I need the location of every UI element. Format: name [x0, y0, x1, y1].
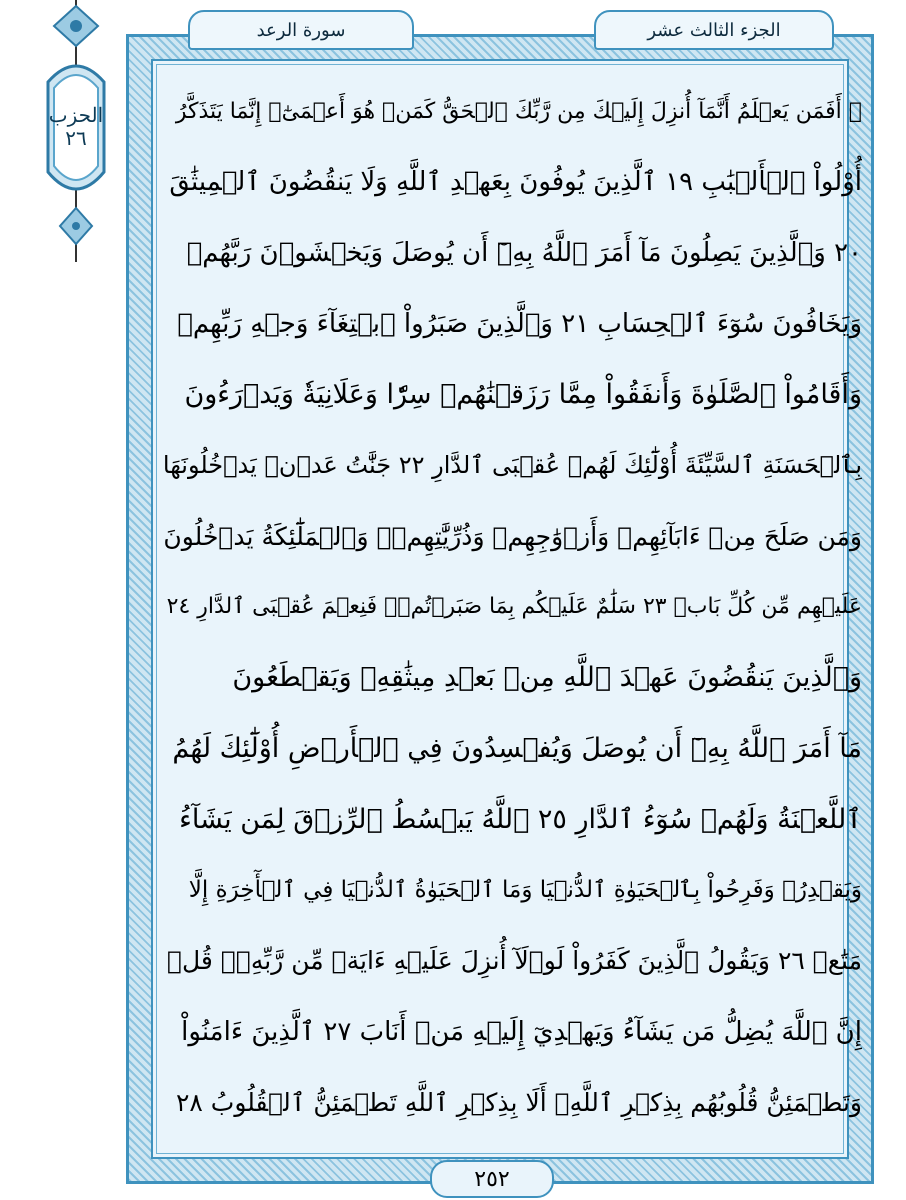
text-line: ۞ أَفَمَن يَعۡلَمُ أَنَّمَآ أُنزِلَ إِلَيۡكَ مِن رَّبِّكَ ٱلۡحَقُّ كَمَنۡ هُوَ أَعۡمَىٰٓۚ إِنَّمَا يَتَذَكَّرُ: [175, 98, 862, 124]
text-line: وَيَخَافُونَ سُوٓءَ ٱلۡحِسَابِ ٢١ وَٱلَّذِينَ صَبَرُواْ ٱبۡتِغَآءَ وَجۡهِ رَبِّهِمۡ: [177, 308, 862, 339]
text-line: مَآ أَمَرَ ٱللَّهُ بِهِۦٓ أَن يُوصَلَ وَيُفۡسِدُونَ فِي ٱلۡأَرۡضِ أُوْلَٰٓئِكَ لَهُمُ: [172, 733, 862, 765]
text-line: وَيَقۡدِرُۚ وَفَرِحُواْ بِٱلۡحَيَوٰةِ ٱلدُّنۡيَا وَمَا ٱلۡحَيَوٰةُ ٱلدُّنۡيَا فِي ٱلۡأٓخِرَةِ إِلَّا: [188, 877, 862, 904]
page-number-text: ٢٥٢: [474, 1166, 510, 1192]
juz-header: [594, 10, 834, 50]
hizb-marker: [44, 86, 108, 168]
hizb-label-text: الحزب: [48, 103, 104, 127]
surah-header: [188, 10, 414, 50]
text-line: أُوْلُواْ ٱلۡأَلۡبَٰبِ ١٩ ٱلَّذِينَ يُوفُونَ بِعَهۡدِ ٱللَّهِ وَلَا يَنقُضُونَ ٱلۡمِيثَٰقَ: [169, 167, 862, 198]
surah-title: سورة الرعد: [256, 19, 346, 41]
text-line: عَلَيۡهِم مِّن كُلِّ بَابٖ ٢٣ سَلَٰمٌ عَلَيۡكُم بِمَا صَبَرۡتُمۡۚ فَنِعۡمَ عُقۡبَى ٱلدَّارِ ٢٤: [166, 594, 862, 620]
text-line: ٱللَّعۡنَةُ وَلَهُمۡ سُوٓءُ ٱلدَّارِ ٢٥ ٱللَّهُ يَبۡسُطُ ٱلرِّزۡقَ لِمَن يَشَآءُ: [179, 803, 862, 835]
text-line: وَٱلَّذِينَ يَنقُضُونَ عَهۡدَ ٱللَّهِ مِنۢ بَعۡدِ مِيثَٰقِهِۦ وَيَقۡطَعُونَ: [232, 662, 862, 694]
page-number: [430, 1160, 554, 1198]
text-line: ٢٠ وَٱلَّذِينَ يَصِلُونَ مَآ أَمَرَ ٱللَّهُ بِهِۦٓ أَن يُوصَلَ وَيَخۡشَوۡنَ رَبَّهُمۡ: [186, 237, 862, 268]
text-line: وَتَطۡمَئِنُّ قُلُوبُهُم بِذِكۡرِ ٱللَّهِۗ أَلَا بِذِكۡرِ ٱللَّهِ تَطۡمَئِنُّ ٱلۡقُلُوبُ ٢٨: [175, 1088, 862, 1118]
text-line: مَتَٰعٞ ٢٦ وَيَقُولُ ٱلَّذِينَ كَفَرُواْ لَوۡلَآ أُنزِلَ عَلَيۡهِ ءَايَةٞ مِّن رَّبِّهِۦۚ قُلۡ: [167, 946, 862, 976]
text-line: إِنَّ ٱللَّهَ يُضِلُّ مَن يَشَآءُ وَيَهۡدِيٓ إِلَيۡهِ مَنۡ أَنَابَ ٢٧ ٱلَّذِينَ ءَامَنُواْ: [181, 1016, 862, 1047]
text-line: بِٱلۡحَسَنَةِ ٱلسَّيِّئَةَ أُوْلَٰٓئِكَ لَهُمۡ عُقۡبَى ٱلدَّارِ ٢٢ جَنَّٰتُ عَدۡنٖ يَدۡخُلُونَهَا: [162, 451, 862, 480]
text-line: وَأَقَامُواْ ٱلصَّلَوٰةَ وَأَنفَقُواْ مِمَّا رَزَقۡنَٰهُمۡ سِرّٗا وَعَلَانِيَةٗ وَيَدۡرَءُونَ: [184, 379, 862, 411]
hizb-number: ٢٦: [65, 126, 87, 150]
juz-title: الجزء الثالث عشر: [647, 19, 781, 41]
verse-text: [162, 76, 862, 1138]
text-line: وَمَن صَلَحَ مِنۡ ءَابَآئِهِمۡ وَأَزۡوَٰجِهِمۡ وَذُرِّيَّٰتِهِمۡۖ وَٱلۡمَلَٰٓئِكَةُ يَدۡخُلُونَ: [163, 521, 862, 551]
